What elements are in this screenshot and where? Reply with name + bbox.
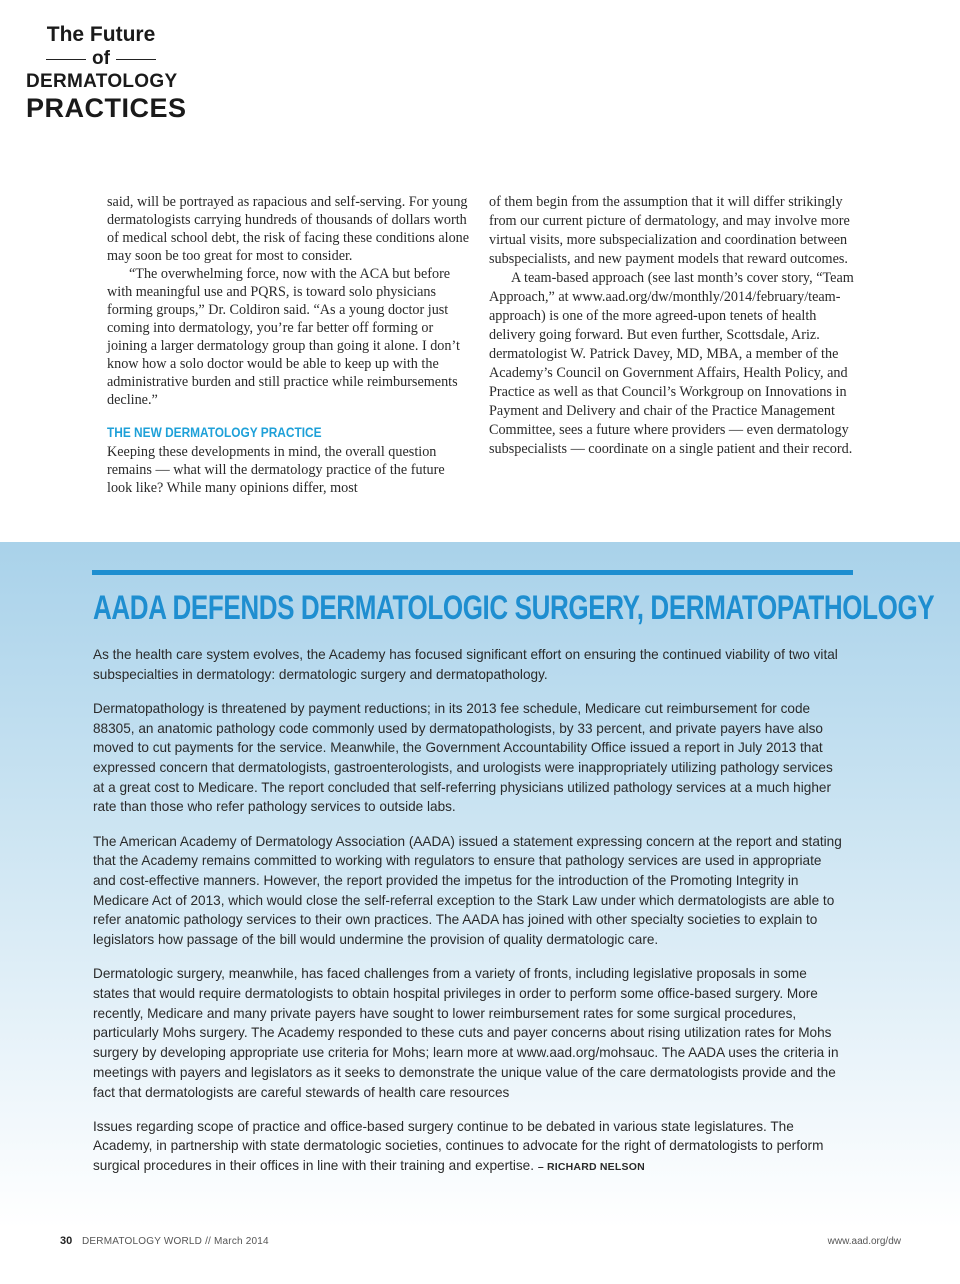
footer-url: www.aad.org/dw [827, 1236, 901, 1247]
sidebar-paragraph-4: Dermatologic surgery, meanwhile, has faced challenges from a variety of fronts, including legislative proposals in some states that would require dermatologists to obtain hospital privileges in order to perform some office-based surgery. More recently, Medicare and many private payers have sought to lower reimbursement rates for some surgical procedures, particularly Mohs surgery. The Academy responded to these cuts and payer concerns about rising utilization rates for Mohs surgery by developing appropriate use criteria for Mohs; learn more at www.aad.org/mohsauc. The AADA uses the criteria in meetings with payers and legislators as it seeks to demonstrate the unique value of the care dermatologists provide and the fact that dermatologists are careful stewards of health care resources [93, 966, 839, 1100]
logo-line-practices: PRACTICES [26, 93, 187, 123]
logo-line-the-future: The Future [46, 23, 156, 46]
magazine-issue: DERMATOLOGY WORLD // March 2014 [82, 1236, 269, 1247]
page-footer [0, 1232, 960, 1252]
right-paragraph-1: of them begin from the assumption that it will differ strikingly from our current picture of dermatology, and may involve more virtual visits, more subspecialization and coordination between subspecialists, and new payment models that reward outcomes. [489, 194, 850, 267]
logo-rule-right [116, 59, 156, 60]
article-left-column [107, 193, 472, 497]
left-paragraph-2: “The overwhelming force, now with the ACA but before with meaningful use and PQRS, is toward solo physicians forming groups,” Dr. Coldiron said. “As a young doctor just coming into dermatology, you’re far better off forming or joining a larger dermatology group than going it alone. I don’t know how a solo doctor would be able to keep up with the administrative burden and still practice while reimbursements decline.” [107, 266, 460, 408]
page-number: 30 [60, 1235, 73, 1247]
logo-line-dermatology: DERMATOLOGY [26, 71, 178, 92]
section-subhead: THE NEW DERMATOLOGY PRACTICE [107, 425, 322, 440]
logo-line-of [26, 48, 176, 70]
left-paragraph-1: said, will be portrayed as rapacious and self-serving. For young dermatologists carrying hundreds of thousands of dollars worth of medical school debt, the risk of facing these conditions alone may soon be too great for most to consider. [107, 194, 470, 264]
sidebar-title: AADA DEFENDS DERMATOLOGIC SURGERY, DERMATOPATHOLOGY [93, 589, 935, 627]
sidebar-paragraph-1: As the health care system evolves, the Academy has focused significant effort on ensuring the continued viability of two vital subspecialties in dermatology: dermatologic surgery and dermatopathology. [93, 647, 838, 682]
sidebar-paragraph-3: The American Academy of Dermatology Association (AADA) issued a statement expressing concern at the report and stating that the Academy remains committed to working with regulators to ensure that pathology services are used in appropriate and cost-effective manners. However, the report provided the impetus for the introduction of the Promoting Integrity in Medicare Act of 2013, which would close the self-referral exception to the Stark Law under which dermatologists are able to refer anatomic pathology services to their own practices. The AADA has joined with other specialty societies to explain to legislators how passage of the bill would undermine the provision of quality dermatologic care. [93, 833, 842, 948]
sidebar-paragraph-2: Dermatopathology is threatened by payment reductions; in its 2013 fee schedule, Medicare cut reimbursement for code 88305, an anatomic pathology code commonly used by dermatopathologists, by 33 percent, and private payers have also moved to cut payments for the service. Meanwhile, the Government Accountability Office issued a report in July 2013 that expressed concern that dermatologists, gastroenterologists, and urologists were inappropriately utilizing pathology services at a great cost to Medicare. The report concluded that self-referring physicians utilized pathology services at a much higher rate than those who refer pathology services to outside labs. [93, 700, 833, 815]
sidebar-box [0, 542, 960, 1228]
section-logo [26, 22, 187, 123]
sidebar-paragraph-5 [93, 1117, 843, 1178]
sidebar-top-rule [92, 570, 853, 575]
right-paragraph-2: A team-based approach (see last month’s cover story, “Team Approach,” at www.aad.org/dw/monthly/2014/february/team-approach) is one of the more agreed-upon tenets of health delivery going forward. But even further, Scottsdale, Ariz. dermatologist W. Patrick Davey, MD, MBA, a member of the Academy’s Council on Government Affairs, Health Policy, and Practice as well as that Council’s Workgroup on Innovations in Payment and Delivery and chair of the Practice Management Committee, sees a future where providers — even dermatology subspecialists — coordinate on a single patient and their record. [489, 270, 854, 457]
left-paragraph-3: Keeping these developments in mind, the overall question remains — what will the dermatology practice of the future look like? While many opinions differ, most [107, 444, 445, 496]
logo-of-text: of [92, 48, 110, 69]
author-byline: – RICHARD NELSON [537, 1161, 645, 1174]
sidebar-body [93, 645, 843, 1192]
article-right-column [489, 193, 857, 459]
logo-rule-left [46, 59, 86, 60]
sidebar-paragraph-5-text: Issues regarding scope of practice and office-based surgery continue to be debated in various state legislatures. The Academy, in partnership with state dermatologic societies, continues to advocate for the right of dermatologists to perform surgical procedures in their offices in line with their training and expertise. [93, 1118, 824, 1174]
